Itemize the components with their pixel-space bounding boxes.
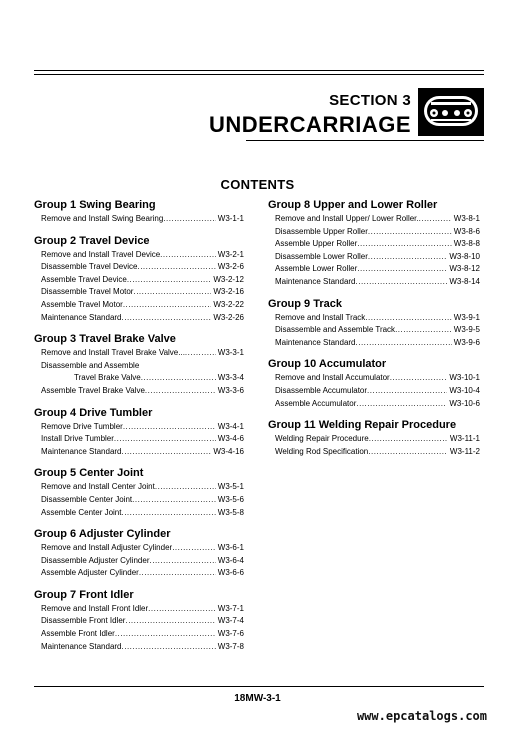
toc-group — [268, 419, 480, 458]
toc-entry-page: W3-3-6 — [217, 385, 244, 395]
toc-entry-page: W3-2-1 — [217, 249, 244, 259]
toc-leader-dots — [369, 433, 448, 446]
toc-entry-title: Remove and Install Track — [275, 312, 366, 322]
toc-group-title: Group 3 Travel Brake Valve — [34, 333, 176, 346]
toc-entry[interactable] — [34, 261, 244, 274]
top-rule — [34, 70, 484, 71]
section-underline — [246, 140, 484, 141]
toc-leader-dots — [390, 372, 448, 385]
toc-group-title: Group 7 Front Idler — [34, 588, 134, 601]
toc-entry[interactable] — [34, 507, 244, 520]
toc-entry[interactable] — [268, 433, 480, 446]
toc-entry-title: Assemble Front Idler — [41, 629, 115, 639]
toc-entry-page: W3-2-26 — [213, 312, 244, 322]
toc-entry-title: Disassemble Travel Motor — [41, 287, 134, 297]
watermark: www.epcatalogs.com — [356, 709, 487, 723]
toc-entry-page: W3-10-1 — [449, 373, 480, 383]
toc-right-column — [268, 199, 480, 467]
toc-leader-dots — [419, 213, 452, 226]
toc-entry-page: W3-7-1 — [217, 603, 244, 613]
toc-entry[interactable] — [268, 213, 480, 226]
toc-leader-dots — [121, 507, 215, 520]
toc-group — [34, 407, 244, 459]
toc-group-title: Group 6 Adjuster Cylinder — [34, 528, 171, 541]
toc-entry-page: W3-2-12 — [213, 274, 244, 284]
toc-entry-title: Remove and Install Front Idler — [41, 603, 149, 613]
toc-leader-dots — [368, 446, 448, 459]
toc-entry-page: W3-6-1 — [217, 543, 244, 553]
toc-entry[interactable] — [34, 347, 244, 360]
toc-entry[interactable] — [34, 567, 244, 580]
toc-entry-title: Assemble Travel Motor — [41, 299, 123, 309]
toc-entry-title: Assemble Upper Roller — [275, 239, 358, 249]
toc-entry[interactable] — [34, 433, 244, 446]
toc-leader-dots — [145, 385, 216, 398]
toc-leader-dots — [125, 615, 215, 628]
toc-entry-title: Assemble Lower Roller — [275, 264, 358, 274]
toc-leader-dots — [123, 421, 216, 434]
toc-entry[interactable] — [34, 494, 244, 507]
toc-leader-dots — [395, 324, 452, 337]
toc-leader-dots — [160, 249, 216, 262]
toc-entry-title: Assemble Travel Device — [41, 274, 127, 284]
toc-entry-page: W3-8-12 — [449, 264, 480, 274]
toc-entry[interactable] — [268, 398, 480, 411]
toc-entry-title: Maintenance Standard — [275, 337, 356, 347]
toc-left-column — [34, 199, 244, 662]
toc-entry[interactable] — [34, 481, 244, 494]
toc-entry-page: W3-3-1 — [217, 348, 244, 358]
toc-group — [34, 333, 244, 397]
toc-leader-dots — [141, 372, 216, 385]
toc-entry-page: W3-11-2 — [449, 446, 480, 456]
toc-entry[interactable] — [268, 372, 480, 385]
top-rule-thin — [34, 74, 484, 75]
section-title: UNDERCARRIAGE — [208, 112, 411, 137]
toc-entry-title: Assemble Accumulator — [275, 398, 357, 408]
toc-group-title: Group 4 Drive Tumbler — [34, 406, 153, 419]
toc-group — [34, 199, 244, 226]
toc-entry[interactable] — [268, 446, 480, 459]
toc-entry-title: Remove and Install Accumulator — [275, 373, 390, 383]
toc-entry[interactable] — [34, 385, 244, 398]
toc-entry-page: W3-9-6 — [453, 337, 480, 347]
toc-entry-page: W3-5-8 — [217, 507, 244, 517]
toc-entry[interactable] — [34, 421, 244, 434]
toc-entry-page: W3-6-6 — [217, 568, 244, 578]
toc-leader-dots — [357, 238, 452, 251]
toc-entry-page: W3-10-4 — [449, 385, 480, 395]
toc-leader-dots — [357, 263, 447, 276]
toc-entry[interactable] — [268, 251, 480, 264]
toc-group-title: Group 1 Swing Bearing — [34, 199, 156, 211]
toc-leader-dots — [150, 555, 216, 568]
toc-leader-dots — [172, 542, 216, 555]
toc-entry-page: W3-3-4 — [217, 373, 244, 383]
toc-entry-title: Disassemble Travel Device — [41, 262, 138, 272]
toc-entry[interactable] — [34, 641, 244, 654]
toc-entry-title: Remove and Install Center Joint — [41, 482, 155, 492]
toc-leader-dots — [163, 213, 215, 226]
toc-entry-page: W3-4-16 — [213, 446, 244, 456]
toc-entry[interactable] — [268, 337, 480, 350]
toc-entry-page: W3-2-16 — [213, 287, 244, 297]
toc-entry-title: Remove and Install Travel Device — [41, 249, 161, 259]
toc-entry-title: Maintenance Standard — [41, 446, 122, 456]
toc-leader-dots — [123, 299, 212, 312]
toc-entry-page: W3-2-6 — [217, 262, 244, 272]
toc-group — [268, 358, 480, 410]
toc-entry-title: Remove and Install Travel Brake Valve... — [41, 348, 185, 358]
toc-entry-title: Assemble Adjuster Cylinder — [41, 568, 139, 578]
toc-entry-title: Welding Repair Procedure — [275, 434, 369, 444]
toc-entry-title: Remove and Install Upper/ Lower Roller. — [275, 214, 419, 223]
toc-entry-page: W3-11-1 — [449, 434, 480, 444]
toc-leader-dots — [122, 312, 212, 325]
toc-leader-dots — [148, 603, 216, 616]
toc-entry-page: W3-4-6 — [217, 434, 244, 444]
toc-group — [34, 467, 244, 519]
toc-entry[interactable] — [34, 299, 244, 312]
toc-leader-dots — [185, 347, 216, 360]
section-label: SECTION 3 — [329, 92, 411, 109]
toc-group — [268, 199, 480, 289]
toc-leader-dots — [368, 226, 452, 239]
toc-entry[interactable] — [34, 312, 244, 325]
toc-entry-page: W3-8-10 — [449, 251, 480, 261]
toc-entry-title: Travel Brake Valve — [74, 373, 141, 383]
page-code: 18MW-3-1 — [234, 693, 281, 704]
toc-entry[interactable] — [34, 615, 244, 628]
toc-entry-title: Assemble Travel Brake Valve — [41, 385, 145, 395]
crawler-track-icon — [418, 88, 484, 136]
toc-entry[interactable] — [34, 213, 244, 226]
contents-heading: CONTENTS — [220, 177, 295, 192]
toc-entry[interactable] — [268, 276, 480, 289]
toc-entry-page: W3-7-6 — [217, 629, 244, 639]
toc-entry-page: W3-7-8 — [217, 641, 244, 651]
toc-leader-dots — [365, 312, 452, 325]
toc-entry-title: Disassemble and Assemble Track — [275, 325, 396, 335]
toc-entry[interactable] — [34, 555, 244, 568]
toc-entry-title: Disassemble Upper Roller — [275, 226, 368, 236]
toc-leader-dots — [114, 433, 216, 446]
toc-group — [34, 528, 244, 580]
toc-entry-title: Maintenance Standard — [275, 276, 356, 286]
toc-group-title: Group 5 Center Joint — [34, 467, 144, 480]
toc-entry[interactable] — [34, 628, 244, 641]
toc-group-title: Group 10 Accumulator — [268, 358, 387, 371]
toc-leader-dots — [133, 286, 211, 299]
toc-entry-page: W3-8-14 — [449, 276, 480, 286]
toc-entry-title: Disassemble Accumulator — [275, 385, 368, 395]
toc-entry[interactable] — [34, 249, 244, 262]
toc-entry-title: Disassemble Front Idler — [41, 616, 126, 626]
toc-entry-page: W3-8-1 — [453, 214, 480, 223]
toc-entry[interactable] — [34, 360, 244, 373]
toc-entry[interactable] — [34, 542, 244, 555]
toc-leader-dots — [137, 261, 215, 274]
bottom-rule — [34, 686, 484, 687]
toc-entry[interactable] — [268, 385, 480, 398]
toc-entry-page: W3-4-1 — [217, 421, 244, 431]
toc-entry-page: W3-9-1 — [453, 312, 480, 322]
toc-entry-page: W3-2-22 — [213, 299, 244, 309]
toc-entry-page: W3-6-4 — [217, 555, 244, 565]
toc-entry[interactable] — [268, 238, 480, 251]
toc-entry-page: W3-10-6 — [449, 398, 480, 408]
toc-entry[interactable] — [268, 263, 480, 276]
toc-entry-page: W3-1-1 — [217, 214, 244, 223]
toc-leader-dots — [356, 337, 452, 350]
toc-group — [34, 589, 244, 653]
toc-entry-page: W3-7-4 — [217, 616, 244, 626]
toc-entry-title: Maintenance Standard — [41, 641, 122, 651]
toc-leader-dots — [122, 446, 212, 459]
toc-leader-dots — [155, 481, 216, 494]
toc-entry-title: Install Drive Tumbler — [41, 434, 114, 444]
toc-entry[interactable] — [34, 274, 244, 287]
toc-entry-page: W3-5-1 — [217, 482, 244, 492]
toc-entry[interactable] — [268, 312, 480, 325]
toc-leader-dots — [356, 276, 448, 289]
toc-entry-title: Disassemble and Assemble — [41, 360, 140, 370]
toc-entry-title: Remove and Install Adjuster Cylinder — [41, 543, 173, 553]
toc-entry-title: Remove Drive Tumbler — [41, 421, 123, 431]
toc-group-title: Group 8 Upper and Lower Roller — [268, 199, 438, 211]
toc-leader-dots — [127, 274, 212, 287]
toc-entry[interactable] — [34, 603, 244, 616]
toc-entry-title: Welding Rod Specification — [275, 446, 369, 456]
toc-entry-title: Disassemble Adjuster Cylinder — [41, 555, 150, 565]
toc-entry[interactable] — [34, 372, 244, 385]
toc-entry[interactable] — [34, 446, 244, 459]
toc-group-title: Group 2 Travel Device — [34, 234, 150, 247]
toc-entry[interactable] — [268, 226, 480, 239]
toc-leader-dots — [139, 567, 216, 580]
toc-entry-title: Assemble Center Joint — [41, 507, 122, 517]
toc-entry[interactable] — [268, 324, 480, 337]
toc-entry-page: W3-9-5 — [453, 325, 480, 335]
toc-group-title: Group 9 Track — [268, 297, 342, 310]
toc-entry-title: Remove and Install Swing Bearing — [41, 214, 164, 223]
toc-leader-dots — [367, 385, 447, 398]
toc-leader-dots — [122, 641, 216, 654]
toc-group — [268, 298, 480, 350]
toc-group — [34, 235, 244, 325]
toc-leader-dots — [132, 494, 216, 507]
toc-entry[interactable] — [34, 286, 244, 299]
toc-entry-title: Disassemble Lower Roller — [275, 251, 368, 261]
toc-entry-page: W3-5-6 — [217, 494, 244, 504]
toc-entry-title: Maintenance Standard — [41, 312, 122, 322]
toc-entry-title: Disassemble Center Joint — [41, 494, 133, 504]
toc-group-title: Group 11 Welding Repair Procedure — [268, 419, 457, 432]
toc-entry-page: W3-8-8 — [453, 239, 480, 249]
toc-leader-dots — [115, 628, 216, 641]
toc-entry-page: W3-8-6 — [453, 226, 480, 236]
toc-leader-dots — [356, 398, 447, 411]
toc-leader-dots — [368, 251, 447, 264]
